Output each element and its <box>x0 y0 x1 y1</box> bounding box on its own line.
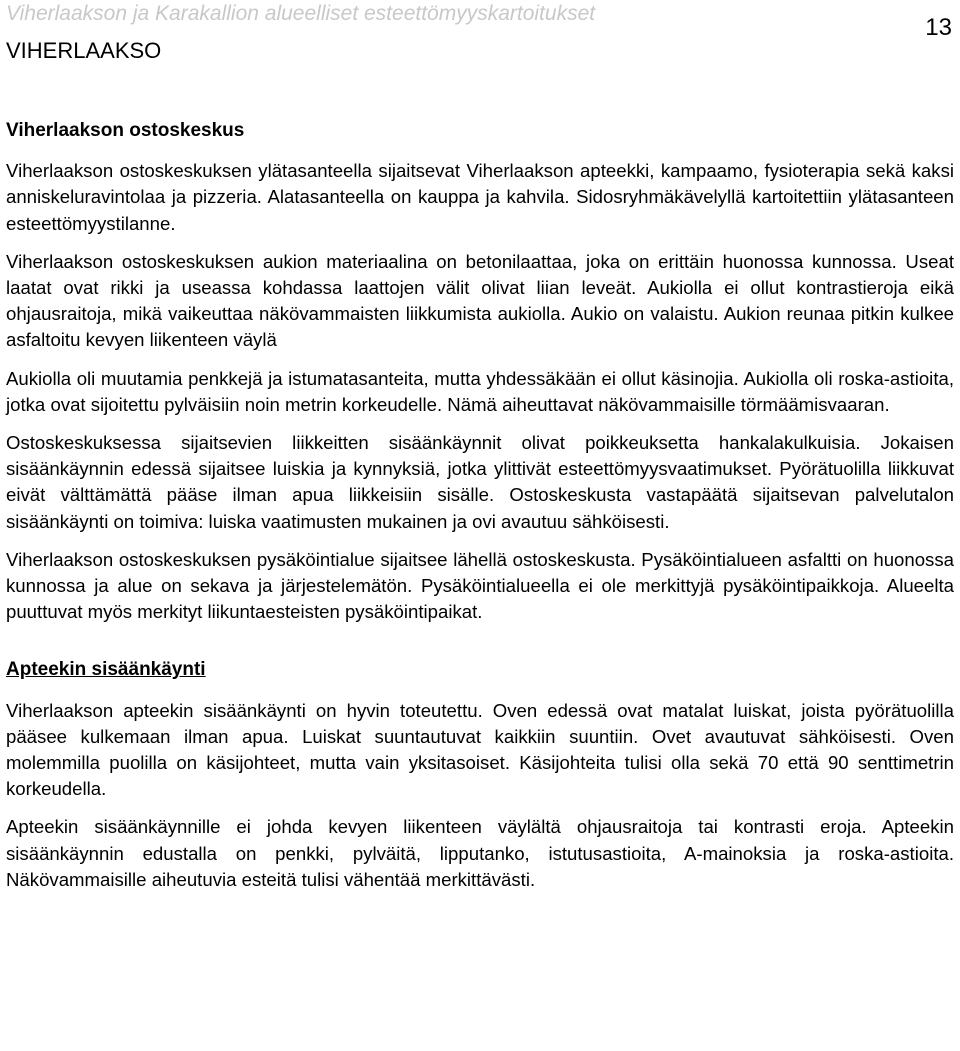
page-number: 13 <box>925 14 952 41</box>
paragraph-square-material: Viherlaakson ostoskeskuksen aukion materiaalina on betonilaattaa, joka on erittäin huonossa kunnossa. Useat laatat ovat rikki ja useassa kohdassa laattojen välit olivat liian leveät. Aukiolla ei ollut kontrastieroja eikä ohjausraitoja, mikä vaikeuttaa näkövammaisten liikkumista aukiolla. Aukio on valaistu. Aukion reunaa pitkin kulkee asfaltoitu kevyen liikenteen väylä <box>6 250 954 351</box>
section-label: VIHERLAAKSO <box>6 38 162 63</box>
heading-pharmacy-entrance: Apteekin sisäänkäynti <box>6 659 206 681</box>
paragraph-entrances: Ostoskeskuksessa sijaitsevien liikkeitten sisäänkäynnit olivat poikkeuksetta hankalakulkuisia. Jokaisen sisäänkäynnin edessä sijaitsee luiskia ja kynnyksiä, jotka ylittivät esteettömyysvaatimukset. Pyörätuolilla liikkuvat eivät välttämättä pääse ilman apua liikkeisiin sisälle. Ostoskeskusta vastapäätä sijaitsevan palvelutalon sisäänkäynti on toimiva: luiska vaatimusten mukainen ja ovi avautuu sähköisesti. <box>6 432 954 532</box>
paragraph-pharmacy-entrance: Viherlaakson apteekin sisäänkäynti on hyvin toteutettu. Oven edessä ovat matalat luiskat, joista pyörätuolilla pääsee kulkemaan ilman apua. Luiskat suuntautuvat kaikkiin suuntiin. Ovet avautuvat sähköisesti. Oven molemmilla puolilla on käsijohteet, mutta vain yksitasoiset. Käsijohteita tulisi olla sekä 70 että 90 senttimetrin korkeudella. <box>6 699 954 800</box>
running-header-title: Viherlaakson ja Karakallion alueelliset esteettömyyskartoitukset <box>6 2 596 25</box>
document-body <box>6 118 954 893</box>
paragraph-pharmacy-guidance: Apteekin sisäänkäynnille ei johda kevyen liikenteen väylältä ohjausraitoja tai kontrasti eroja. Apteekin sisäänkäynnin edustalla on penkki, pylväitä, lipputanko, istutusastioita, A-mainoksia ja roska-astioita. Näkövammaisille aiheutuvia esteitä tulisi vähentää merkittävästi. <box>6 816 954 890</box>
heading-shopping-center: Viherlaakson ostoskeskus <box>6 120 245 141</box>
paragraph-benches: Aukiolla oli muutamia penkkejä ja istumatasanteita, mutta yhdessäkään ei ollut käsinojia. Aukiolla oli roska-astioita, jotka ovat sijoitettu pylväisiin noin metrin korkeudelle. Nämä aiheuttavat näkövammaisille törmäämisvaaran. <box>6 367 954 415</box>
paragraph-shopping-center-intro: Viherlaakson ostoskeskuksen ylätasanteella sijaitsevat Viherlaakson apteekki, kampaamo, fysioterapia sekä kaksi anniskeluravintolaa ja pizzeria. Alatasanteella on kauppa ja kahvila. Sidosryhmäkävelyllä kartoitettiin ylätasanteen esteettömyystilanne. <box>6 160 954 234</box>
paragraph-parking: Viherlaakson ostoskeskuksen pysäköintialue sijaitsee lähellä ostoskeskusta. Pysäköintialueen asfaltti on huonossa kunnossa ja alue on sekava ja järjestelemätön. Pysäköintialueella ei ole merkittyjä pysäköintipaikkoja. Alueelta puuttuvat myös merkityt liikuntaesteisten pysäköintipaikat. <box>6 548 954 623</box>
